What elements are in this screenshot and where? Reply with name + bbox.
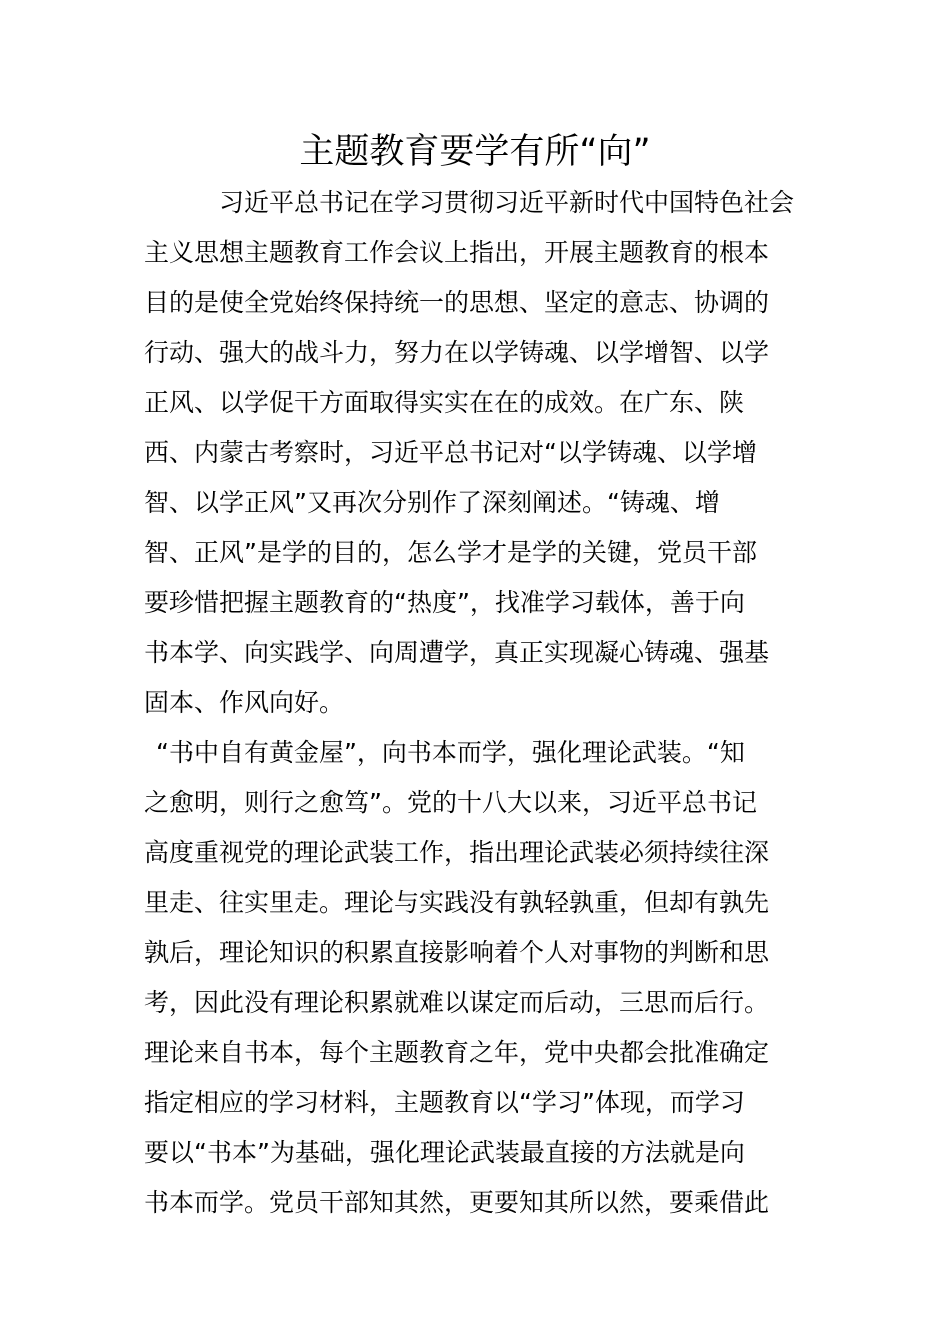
document-title: 主题教育要学有所“向”	[299, 132, 651, 172]
text-line: 书本而学。党员干部知其然，更要知其所以然，要乘借此	[144, 1188, 770, 1217]
text-line: 指定相应的学习材料，主题教育以“学习”体现，而学习	[144, 1088, 745, 1117]
text-line: 智、正风”是学的目的，怎么学才是学的关键，党员干部	[144, 538, 757, 567]
text-line: “书中自有黄金屋”，向书本而学，强化理论武装。“知	[156, 738, 745, 767]
text-line: 里走、往实里走。理论与实践没有孰轻孰重，但却有孰先	[144, 888, 770, 917]
text-line: 理论来自书本，每个主题教育之年，党中央都会批准确定	[144, 1038, 770, 1067]
text-line: 习近平总书记在学习贯彻习近平新时代中国特色社会	[219, 188, 795, 217]
text-line: 之愈明，则行之愈笃”。党的十八大以来，习近平总书记	[144, 788, 757, 817]
text-line: 要珍惜把握主题教育的“热度”，找准学习载体，善于向	[144, 588, 745, 617]
text-line: 智、以学正风”又再次分别作了深刻阐述。“铸魂、增	[144, 488, 720, 517]
text-line: 要以“书本”为基础，强化理论武装最直接的方法就是向	[144, 1138, 745, 1167]
text-line: 主义思想主题教育工作会议上指出，开展主题教育的根本	[144, 238, 770, 267]
text-line: 考，因此没有理论积累就难以谋定而后动，三思而后行。	[144, 988, 770, 1017]
text-line: 孰后，理论知识的积累直接影响着个人对事物的判断和思	[144, 938, 770, 967]
text-line: 西、内蒙古考察时，习近平总书记对“以学铸魂、以学增	[144, 438, 757, 467]
text-line: 书本学、向实践学、向周遭学，真正实现凝心铸魂、强基	[144, 638, 770, 667]
text-line: 固本、作风向好。	[144, 688, 345, 717]
text-line: 目的是使全党始终保持统一的思想、坚定的意志、协调的	[144, 288, 770, 317]
text-line: 高度重视党的理论武装工作，指出理论武装必须持续往深	[144, 838, 770, 867]
text-line: 正风、以学促干方面取得实实在在的成效。在广东、陕	[144, 388, 745, 417]
document-body	[144, 178, 809, 1228]
text-line: 行动、强大的战斗力，努力在以学铸魂、以学增智、以学	[144, 338, 770, 367]
